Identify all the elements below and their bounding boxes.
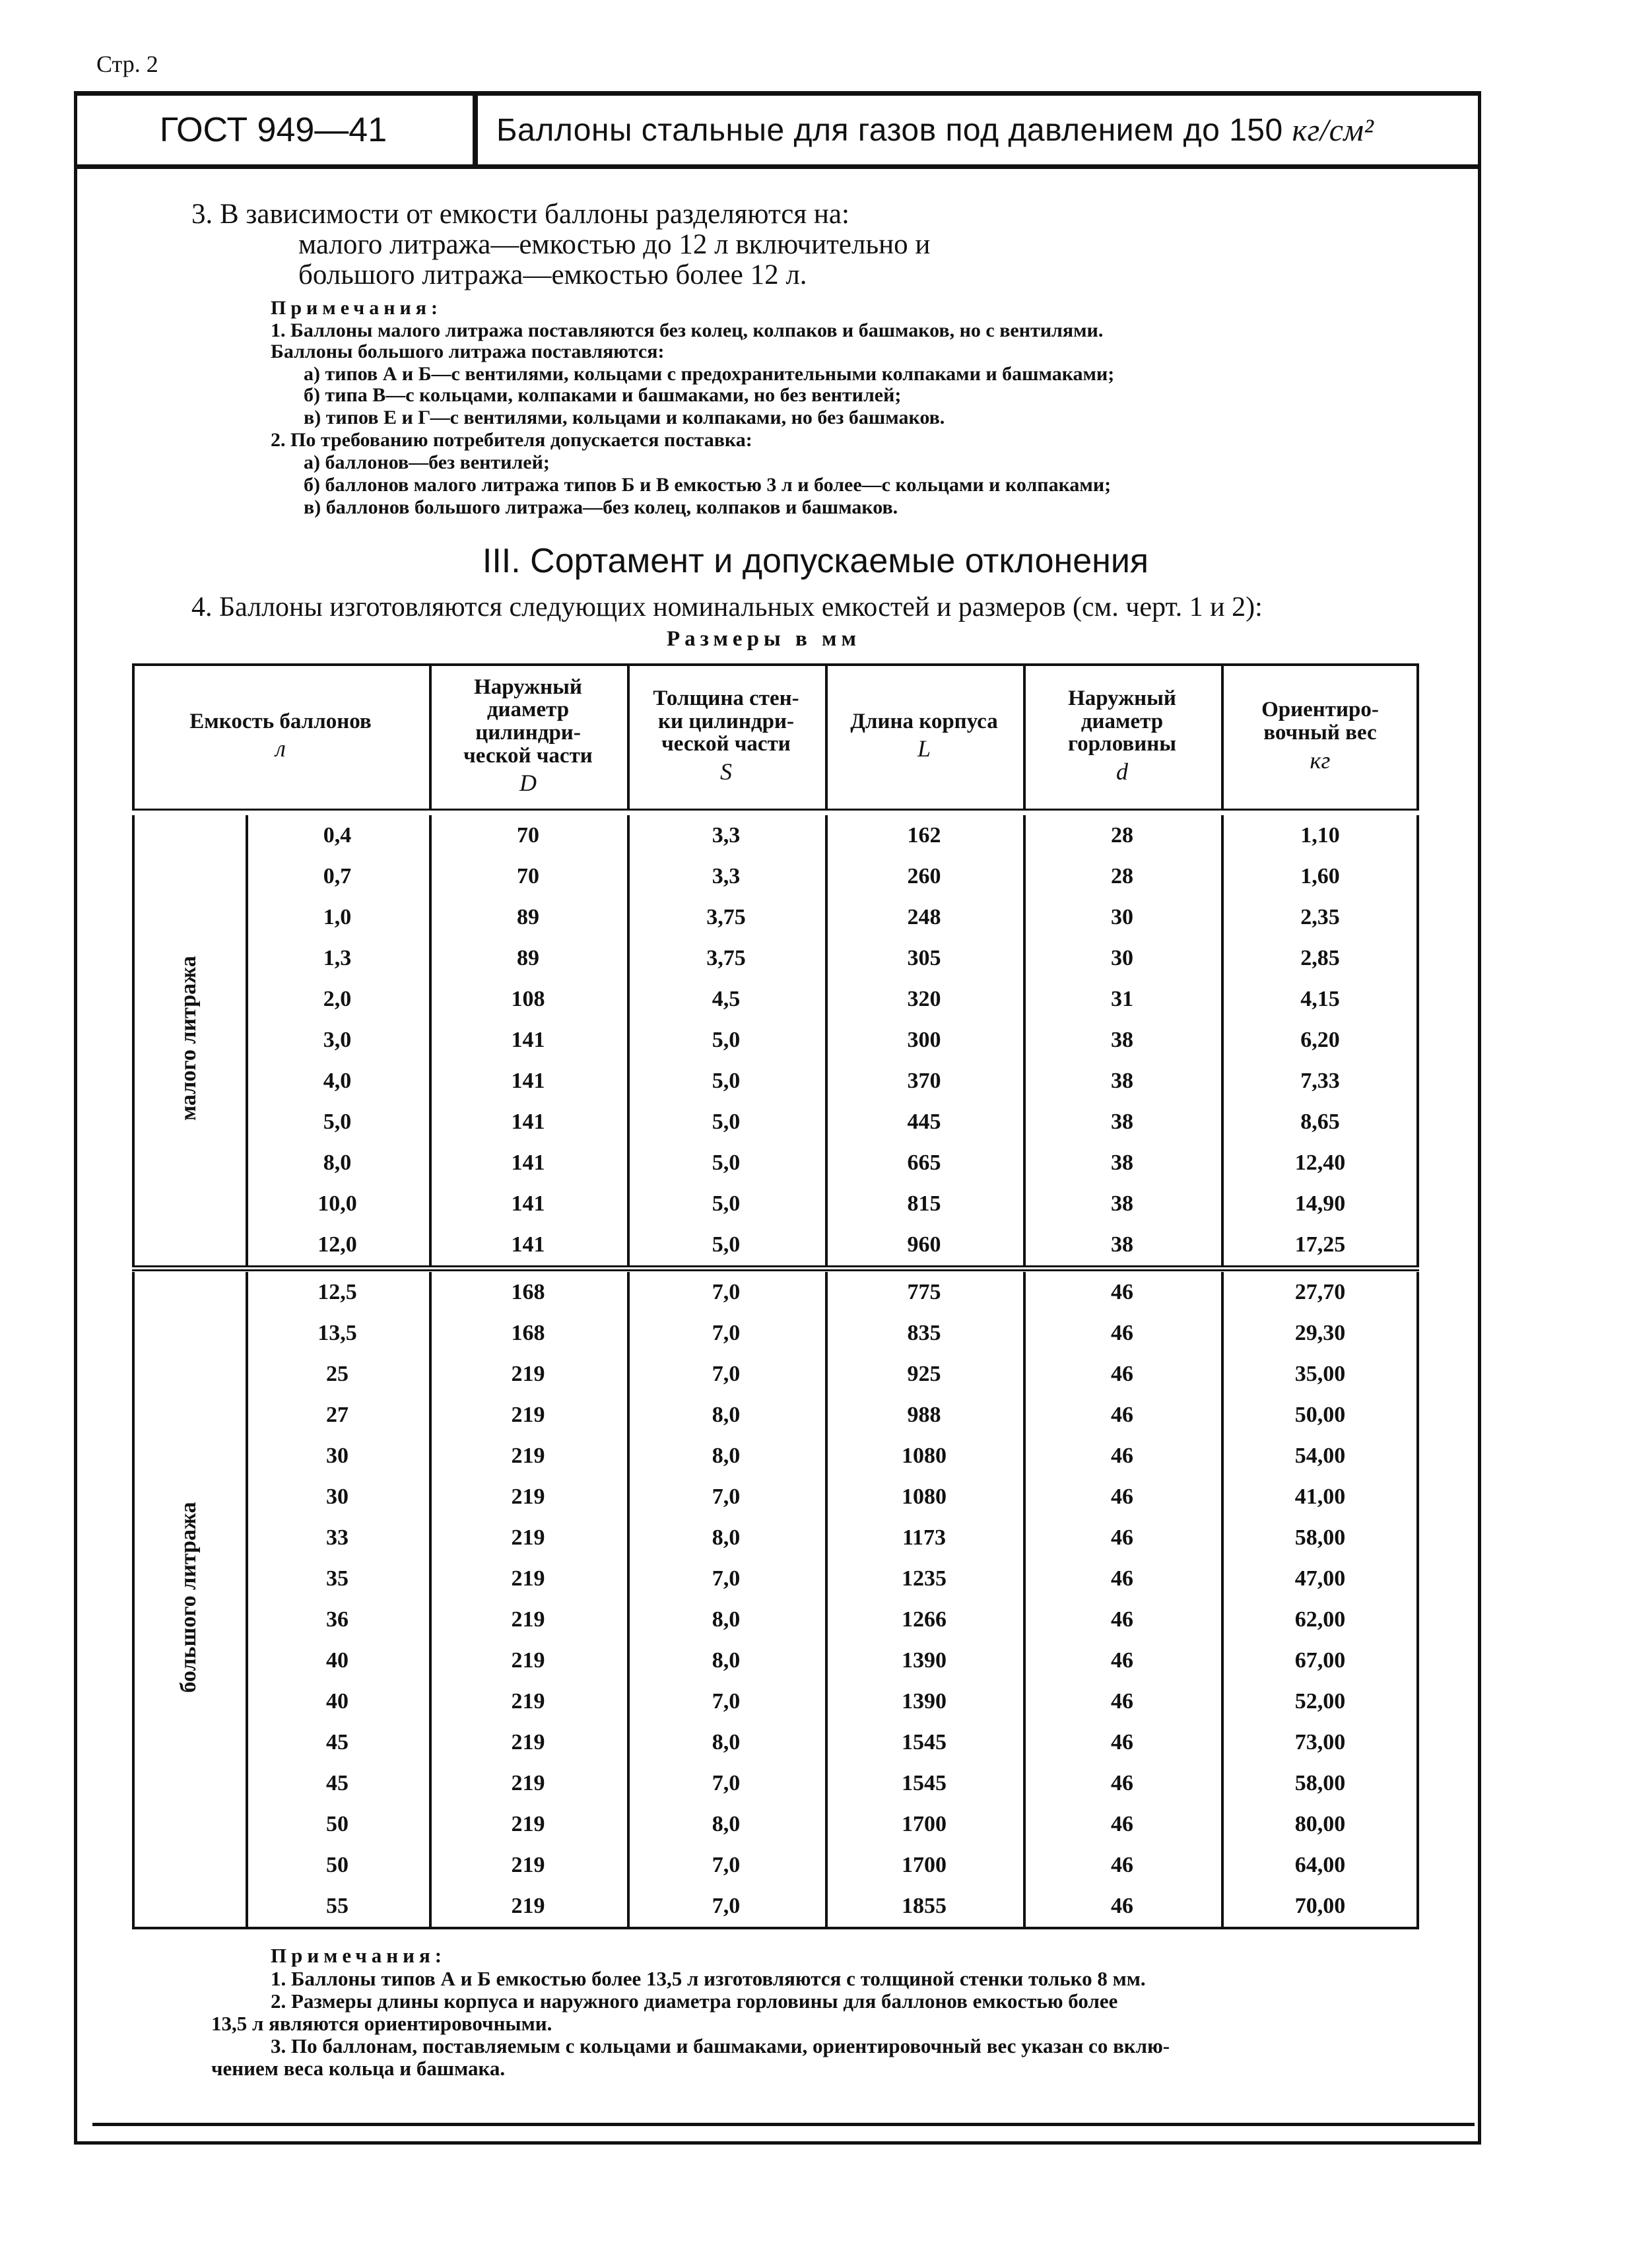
notes2-line: 1. Баллоны типов А и Б емкостью более 13,5 л изготовляются с толщиной стенки только 8 мм. [271, 1967, 1146, 1990]
table-cell: 67,00 [1294, 1648, 1346, 1673]
table-cell: 5,0 [712, 1151, 741, 1175]
table-cell: 41,00 [1294, 1484, 1346, 1509]
table-cell: 219 [511, 1812, 545, 1836]
table-cell: 815 [907, 1191, 941, 1216]
table-cell: 28 [1111, 823, 1133, 848]
table-header-symbol: л [275, 735, 286, 762]
table-cell: 219 [511, 1607, 545, 1632]
notes1-line: а) типов А и Б—с вентилями, кольцами с предохранительными колпаками и башмаками; [304, 363, 1115, 385]
table-cell: 46 [1111, 1812, 1133, 1836]
table-cell: 46 [1111, 1280, 1133, 1304]
table-cell: 7,33 [1300, 1069, 1340, 1093]
table-cell: 50,00 [1294, 1403, 1346, 1427]
table-cell: 8,0 [712, 1403, 741, 1427]
table-cell: 50 [326, 1853, 349, 1877]
table-cell: 70 [517, 864, 539, 888]
table-header-symbol: L [917, 735, 931, 762]
table-cell: 1,0 [323, 905, 352, 929]
document-title-text: Баллоны стальные для газов под давлением до 150 [496, 112, 1283, 148]
table-header-cell [1221, 669, 1419, 803]
table-header-symbol: кг [1310, 747, 1331, 774]
table-cell: 2,85 [1300, 946, 1340, 970]
table-cell: 4,15 [1300, 987, 1340, 1011]
table-cell: 1700 [902, 1812, 947, 1836]
table-cell: 45 [326, 1771, 349, 1795]
table-cell: 8,0 [712, 1648, 741, 1673]
table-cell: 8,0 [323, 1151, 352, 1175]
table-cell: 30 [1111, 905, 1133, 929]
table-cell: 7,0 [712, 1894, 741, 1918]
notes1-line: б) типа В—с кольцами, колпаками и башмаками, но без вентилей; [304, 384, 902, 406]
table-cell: 960 [907, 1232, 941, 1257]
table-header-label: Наружный диаметр цилиндри-ческой части [463, 675, 593, 768]
table-col-rule [132, 815, 135, 1265]
table-cell: 141 [511, 1151, 545, 1175]
table-rule-header [132, 809, 1419, 811]
table-cell: 46 [1111, 1771, 1133, 1795]
table-cell: 12,40 [1294, 1151, 1346, 1175]
table-cell: 219 [511, 1484, 545, 1509]
table-cell: 46 [1111, 1362, 1133, 1386]
table-header-symbol: S [720, 758, 732, 785]
table-cell: 46 [1111, 1648, 1133, 1673]
notes1-line: Баллоны большого литража поставляются: [271, 341, 665, 362]
table-cell: 5,0 [323, 1110, 352, 1134]
table-cell: 1080 [902, 1484, 947, 1509]
table-cell: 8,0 [712, 1525, 741, 1550]
notes2-line: 13,5 л являются ориентировочными. [211, 2012, 552, 2035]
table-cell: 370 [907, 1069, 941, 1093]
table-cell: 25 [326, 1362, 349, 1386]
table-header-cell [429, 669, 627, 803]
notes2-line: чением веса кольца и башмака. [211, 2057, 506, 2080]
table-cell: 40 [326, 1689, 349, 1714]
table-cell: 219 [511, 1403, 545, 1427]
table-cell: 5,0 [712, 1028, 741, 1052]
notes1-line: в) баллонов большого литража—без колец, колпаков и башмаков. [304, 496, 898, 518]
table-header-cell [627, 669, 825, 803]
table-cell: 1390 [902, 1689, 947, 1714]
table-cell: 219 [511, 1771, 545, 1795]
document-title-unit: кг/см² [1292, 112, 1374, 148]
table-cell: 219 [511, 1525, 545, 1550]
sizes-caption: Размеры в мм [667, 627, 861, 651]
notes1-line: б) баллонов малого литража типов Б и В емкостью 3 л и более—с кольцами и колпаками; [304, 474, 1112, 496]
table-cell: 835 [907, 1321, 941, 1345]
table-cell: 0,7 [323, 864, 352, 888]
table-cell: 219 [511, 1444, 545, 1468]
notes2-line: 3. По баллонам, поставляемым с кольцами и башмаками, ориентировочный вес указан со вклю- [271, 2034, 1170, 2057]
table-cell: 38 [1111, 1069, 1133, 1093]
table-cell: 40 [326, 1648, 349, 1673]
table-cell: 30 [1111, 946, 1133, 970]
table-cell: 1545 [902, 1771, 947, 1795]
table-header-cell [132, 669, 429, 803]
table-cell: 7,0 [712, 1689, 741, 1714]
table-cell: 36 [326, 1607, 349, 1632]
table-cell: 1266 [902, 1607, 947, 1632]
table-cell: 665 [907, 1151, 941, 1175]
table-cell: 1,60 [1300, 864, 1340, 888]
table-cell: 8,0 [712, 1607, 741, 1632]
table-cell: 141 [511, 1069, 545, 1093]
table-group-label: большого литража [176, 1502, 201, 1693]
dimensions-table [132, 663, 1419, 1932]
table-cell: 1235 [902, 1566, 947, 1591]
table-cell: 46 [1111, 1444, 1133, 1468]
table-cell: 219 [511, 1853, 545, 1877]
table-cell: 141 [511, 1191, 545, 1216]
table-cell: 8,0 [712, 1444, 741, 1468]
table-cell: 4,5 [712, 987, 741, 1011]
table-cell: 108 [511, 987, 545, 1011]
table-cell: 17,25 [1294, 1232, 1346, 1257]
table-cell: 219 [511, 1648, 545, 1673]
table-cell: 3,0 [323, 1028, 352, 1052]
table-cell: 46 [1111, 1321, 1133, 1345]
table-cell: 80,00 [1294, 1812, 1346, 1836]
table-cell: 1700 [902, 1853, 947, 1877]
table-cell: 30 [326, 1444, 349, 1468]
notes1-line: а) баллонов—без вентилей; [304, 451, 550, 473]
table-cell: 4,0 [323, 1069, 352, 1093]
table-cell: 58,00 [1294, 1771, 1346, 1795]
table-cell: 50 [326, 1812, 349, 1836]
table-cell: 5,0 [712, 1232, 741, 1257]
table-group-label: малого литража [176, 956, 201, 1121]
table-rule-top [132, 663, 1419, 666]
document-header [74, 91, 1481, 169]
table-cell: 1390 [902, 1648, 947, 1673]
table-cell: 141 [511, 1028, 545, 1052]
notes1-line: 2. По требованию потребителя допускается поставка: [271, 429, 752, 451]
table-cell: 46 [1111, 1566, 1133, 1591]
table-cell: 46 [1111, 1689, 1133, 1714]
table-cell: 320 [907, 987, 941, 1011]
table-rule-group [132, 1269, 1419, 1271]
table-cell: 33 [326, 1525, 349, 1550]
page-label: Стр. 2 [96, 51, 158, 77]
table-cell: 35 [326, 1566, 349, 1591]
table-cell: 8,65 [1300, 1110, 1340, 1134]
table-header-label: Ориентиро-вочный вес [1261, 698, 1379, 745]
table-cell: 1173 [902, 1525, 947, 1550]
notes2-line: 2. Размеры длины корпуса и наружного диаметра горловины для баллонов емкостью более [271, 1989, 1118, 2013]
table-cell: 13,5 [317, 1321, 357, 1345]
table-cell: 35,00 [1294, 1362, 1346, 1386]
table-cell: 1545 [902, 1730, 947, 1754]
table-cell: 7,0 [712, 1566, 741, 1591]
table-header-label: Длина корпуса [850, 709, 998, 733]
table-cell: 1080 [902, 1444, 947, 1468]
table-cell: 988 [907, 1403, 941, 1427]
table-cell: 58,00 [1294, 1525, 1346, 1550]
table-cell: 46 [1111, 1607, 1133, 1632]
table-cell: 46 [1111, 1730, 1133, 1754]
table-cell: 27 [326, 1403, 349, 1427]
table-cell: 38 [1111, 1191, 1133, 1216]
table-header-symbol: D [519, 770, 537, 797]
table-cell: 5,0 [712, 1069, 741, 1093]
table-cell: 89 [517, 946, 539, 970]
table-cell: 5,0 [712, 1191, 741, 1216]
table-cell: 6,20 [1300, 1028, 1340, 1052]
table-cell: 219 [511, 1566, 545, 1591]
table-cell: 30 [326, 1484, 349, 1509]
table-cell: 7,0 [712, 1484, 741, 1509]
table-col-rule [132, 1272, 135, 1927]
table-cell: 7,0 [712, 1280, 741, 1304]
table-header-symbol: d [1116, 758, 1128, 785]
table-cell: 300 [907, 1028, 941, 1052]
table-header-label: Наружный диаметр горловины [1067, 686, 1176, 756]
table-cell: 46 [1111, 1853, 1133, 1877]
bottom-rule [92, 2123, 1475, 2126]
table-cell: 12,0 [317, 1232, 357, 1257]
table-cell: 7,0 [712, 1771, 741, 1795]
table-cell: 38 [1111, 1151, 1133, 1175]
table-cell: 55 [326, 1894, 349, 1918]
table-cell: 29,30 [1294, 1321, 1346, 1345]
table-cell: 7,0 [712, 1362, 741, 1386]
table-cell: 14,90 [1294, 1191, 1346, 1216]
table-cell: 7,0 [712, 1321, 741, 1345]
table-header-label: Емкость баллонов [189, 709, 372, 733]
header-separator [473, 92, 478, 168]
table-cell: 7,0 [712, 1853, 741, 1877]
table-cell: 141 [511, 1110, 545, 1134]
table-cell: 47,00 [1294, 1566, 1346, 1591]
table-cell: 70 [517, 823, 539, 848]
clause-4: 4. Баллоны изготовляются следующих номинальных емкостей и размеров (см. черт. 1 и 2): [191, 592, 1263, 622]
table-header-label: Толщина стен-ки цилиндри-ческой части [653, 686, 799, 756]
standard-code: ГОСТ 949—41 [159, 111, 387, 149]
table-cell: 2,0 [323, 987, 352, 1011]
table-cell: 219 [511, 1362, 545, 1386]
table-cell: 219 [511, 1730, 545, 1754]
table-cell: 3,3 [712, 864, 741, 888]
table-cell: 168 [511, 1321, 545, 1345]
table-cell: 1855 [902, 1894, 947, 1918]
table-cell: 62,00 [1294, 1607, 1346, 1632]
table-cell: 38 [1111, 1028, 1133, 1052]
document-title [496, 96, 1475, 164]
table-cell: 260 [907, 864, 941, 888]
table-cell: 3,3 [712, 823, 741, 848]
table-cell: 8,0 [712, 1812, 741, 1836]
table-cell: 219 [511, 1689, 545, 1714]
table-cell: 73,00 [1294, 1730, 1346, 1754]
table-rule-group [132, 1265, 1419, 1267]
clause-3-lead: 3. В зависимости от емкости баллоны разделяются на: [191, 199, 849, 230]
table-header-cell [825, 669, 1023, 803]
table-cell: 45 [326, 1730, 349, 1754]
table-cell: 305 [907, 946, 941, 970]
table-cell: 162 [907, 823, 941, 848]
notes2-heading: Примечания: [271, 1944, 447, 1967]
table-cell: 52,00 [1294, 1689, 1346, 1714]
notes1-line: 1. Баллоны малого литража поставляются без колец, колпаков и башмаков, но с вентилями. [271, 319, 1104, 341]
table-cell: 89 [517, 905, 539, 929]
notes1-heading: Примечания: [271, 297, 443, 319]
table-cell: 0,4 [323, 823, 352, 848]
table-cell: 2,35 [1300, 905, 1340, 929]
table-cell: 28 [1111, 864, 1133, 888]
table-rule-bottom [132, 1927, 1419, 1929]
notes1-line: в) типов Е и Г—с вентилями, кольцами и колпаками, но без башмаков. [304, 407, 945, 428]
table-cell: 445 [907, 1110, 941, 1134]
table-cell: 3,75 [706, 946, 746, 970]
table-cell: 248 [907, 905, 941, 929]
table-cell: 8,0 [712, 1730, 741, 1754]
table-cell: 70,00 [1294, 1894, 1346, 1918]
table-cell: 1,3 [323, 946, 352, 970]
clause-3-line1: малого литража—емкостью до 12 л включительно и [298, 229, 931, 260]
table-cell: 31 [1111, 987, 1133, 1011]
table-cell: 12,5 [317, 1280, 357, 1304]
table-cell: 10,0 [317, 1191, 357, 1216]
table-cell: 3,75 [706, 905, 746, 929]
table-header-cell [1023, 669, 1221, 803]
table-cell: 38 [1111, 1232, 1133, 1257]
table-cell: 46 [1111, 1484, 1133, 1509]
table-cell: 5,0 [712, 1110, 741, 1134]
table-cell: 38 [1111, 1110, 1133, 1134]
section-title: III. Сортамент и допускаемые отклонения [482, 542, 1149, 580]
table-cell: 27,70 [1294, 1280, 1346, 1304]
clause-3-line2: большого литража—емкостью более 12 л. [298, 259, 807, 290]
table-cell: 219 [511, 1894, 545, 1918]
table-cell: 925 [907, 1362, 941, 1386]
table-cell: 46 [1111, 1894, 1133, 1918]
table-cell: 64,00 [1294, 1853, 1346, 1877]
table-cell: 141 [511, 1232, 545, 1257]
table-cell: 168 [511, 1280, 545, 1304]
table-cell: 46 [1111, 1525, 1133, 1550]
table-cell: 46 [1111, 1403, 1133, 1427]
table-cell: 1,10 [1300, 823, 1340, 848]
table-cell: 775 [907, 1280, 941, 1304]
table-cell: 54,00 [1294, 1444, 1346, 1468]
